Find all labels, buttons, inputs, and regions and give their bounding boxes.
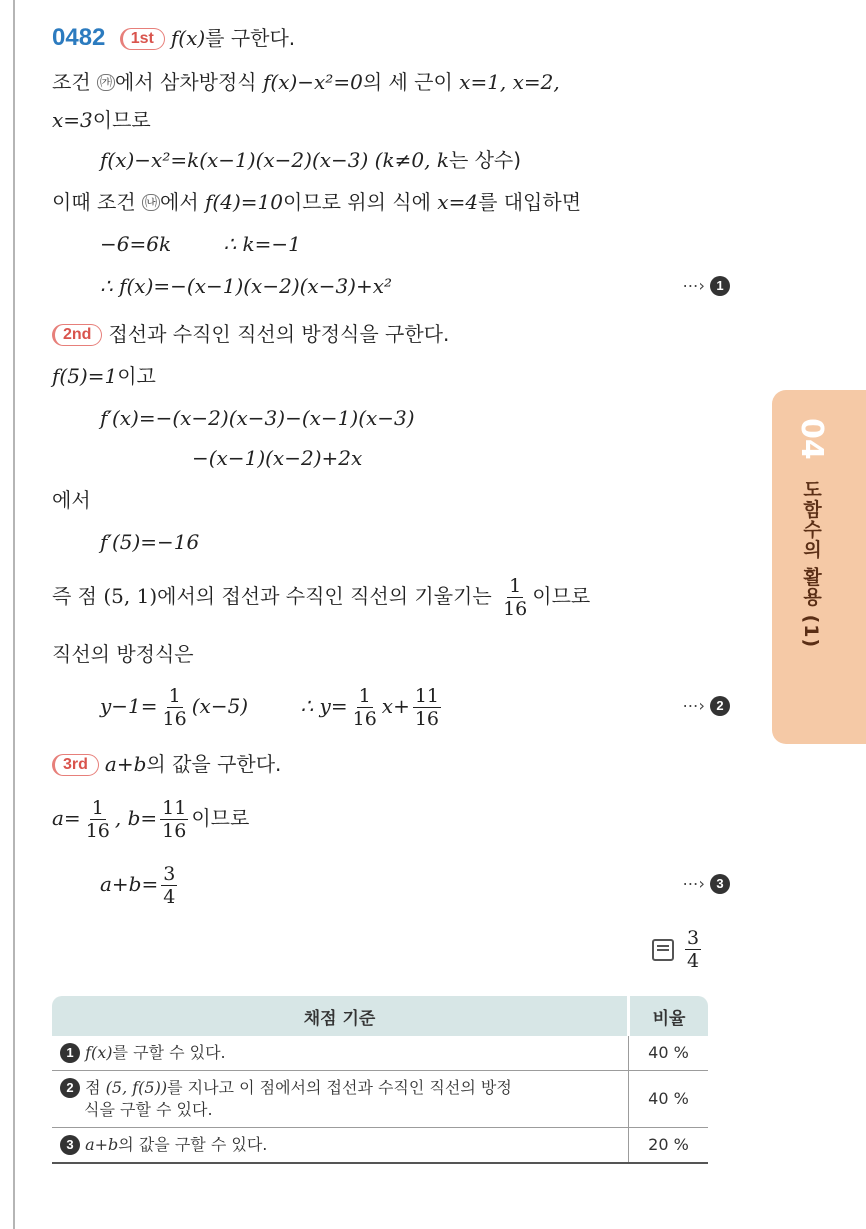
line-5	[100, 230, 301, 258]
marker-2-dots: ⋯›	[682, 696, 705, 715]
frac-num: 3	[163, 863, 176, 885]
side-tab	[772, 390, 866, 744]
line-15	[100, 678, 732, 734]
l5-eq: −6=6k	[100, 232, 172, 256]
grading-header-criteria: 채점 기준	[52, 996, 629, 1036]
grading-badge: 1	[60, 1043, 80, 1063]
page-margin-line	[13, 0, 15, 1229]
grading-criteria	[52, 1071, 629, 1128]
l13-point: (5, 1)	[103, 584, 158, 608]
grading-header-ratio: 비율	[629, 996, 709, 1036]
l15-therefore: ∴ y=	[300, 694, 348, 718]
l18-frac	[161, 863, 177, 908]
l14-text: 직선의 방정식은	[52, 642, 194, 666]
grading-row	[52, 1036, 708, 1071]
step-2-title: 접선과 수직인 직선의 방정식을 구한다.	[108, 322, 450, 346]
step-2-header	[52, 320, 449, 348]
l4-eq1: f(4)=10	[205, 190, 283, 214]
l12-eq: f′(5)=−16	[100, 530, 200, 554]
l3-eq: f(x)−x²=k(x−1)(x−2)(x−3) (k≠0,	[100, 148, 431, 172]
l15-frac-3	[413, 685, 441, 730]
marker-3-dots: ⋯›	[682, 874, 705, 893]
l15-pre: y−1=	[100, 694, 158, 718]
grading-ratio: 20 %	[629, 1128, 709, 1164]
line-1	[52, 68, 560, 96]
marker-1-badge: 1	[710, 276, 730, 296]
grading-badge: 3	[60, 1135, 80, 1155]
frac-num: 1	[509, 575, 522, 597]
l13-post: 이므로	[532, 584, 591, 608]
condition-na: ㈏	[142, 194, 160, 211]
l17-a: a=	[52, 806, 81, 830]
grading-text: 의 값을 구할 수 있다.	[118, 1135, 268, 1154]
frac-den: 16	[162, 820, 187, 842]
frac-den: 4	[163, 886, 176, 908]
line-18	[100, 856, 732, 912]
grading-header-row	[52, 996, 708, 1036]
l15-mid2: x+	[381, 694, 410, 718]
marker-3-badge: 3	[710, 874, 730, 894]
l1-eq: f(x)−x²=0	[262, 70, 363, 94]
line-11	[52, 486, 91, 514]
l5-therefore: ∴ k=−1	[223, 232, 301, 256]
l15-frac-1	[161, 685, 189, 730]
grading-point: (5, f(5))	[105, 1078, 168, 1097]
marker-1-dots: ⋯›	[682, 276, 705, 295]
marker-2-badge: 2	[710, 696, 730, 716]
line-17	[52, 790, 249, 846]
grading-criteria	[52, 1036, 629, 1071]
l1-mid: 에서 삼차방정식	[115, 70, 257, 94]
line-3	[100, 146, 521, 174]
l2-eq: x=3	[52, 108, 93, 132]
grading-table	[52, 996, 708, 1164]
frac-num: 1	[168, 685, 181, 707]
l3-post: 는 상수)	[448, 148, 522, 172]
l8-eq: f(5)=1	[52, 364, 118, 388]
step-1-tag: 1st	[120, 28, 165, 50]
frac-den: 16	[414, 708, 440, 730]
l13-mid: 에서의 접선과 수직인 직선의 기울기는	[157, 584, 492, 608]
answer	[652, 920, 704, 976]
l15-mid: (x−5)	[191, 694, 249, 718]
frac-num: 11	[414, 685, 440, 707]
l4-mid: 에서	[160, 190, 199, 214]
l1-pre: 조건	[52, 70, 91, 94]
l10-eq: −(x−1)(x−2)+2x	[192, 446, 363, 470]
l8-post: 이고	[117, 364, 156, 388]
line-14	[52, 640, 194, 668]
l15-frac-2	[351, 685, 379, 730]
frac-den: 16	[162, 708, 187, 730]
step-1-title: 를 구한다.	[205, 26, 296, 50]
answer-den: 4	[687, 950, 700, 972]
step-3-ab: a+b	[104, 752, 147, 776]
step-3-header	[52, 750, 281, 778]
grading-text: 를 지나고 이 점에서의 접선과 수직인 직선의 방정	[167, 1078, 512, 1097]
marker-1	[683, 272, 731, 300]
l17-frac-2	[160, 797, 188, 842]
frac-num: 1	[358, 685, 371, 707]
answer-icon	[652, 939, 674, 961]
l6-eq: ∴ f(x)=−(x−1)(x−2)(x−3)+x²	[100, 274, 393, 298]
l3-k: k	[436, 148, 449, 172]
grading-pre: 점	[85, 1078, 101, 1097]
fraction-1-16	[501, 575, 529, 620]
grading-criteria	[52, 1128, 629, 1164]
l4-post: 를 대입하면	[478, 190, 582, 214]
l4-pre: 이때 조건	[52, 190, 136, 214]
frac-num: 1	[91, 797, 104, 819]
answer-num: 3	[687, 927, 700, 949]
side-tab-text	[794, 418, 829, 648]
l13-pre: 즉 점	[52, 584, 97, 608]
line-10	[192, 444, 362, 472]
grading-row	[52, 1071, 708, 1128]
answer-fraction	[685, 927, 701, 972]
l17-b: , b=	[114, 806, 158, 830]
marker-3	[683, 856, 731, 912]
grading-badge: 2	[60, 1078, 80, 1098]
line-4	[52, 188, 581, 216]
condition-ga: ㈎	[97, 74, 115, 91]
line-13	[52, 568, 590, 624]
grading-ratio: 40 %	[629, 1071, 709, 1128]
l4-mid2: 이므로 위의 식에	[282, 190, 431, 214]
line-12	[100, 528, 199, 556]
l1-roots: x=1, x=2,	[459, 70, 560, 94]
l17-post: 이므로	[191, 806, 250, 830]
l4-eq2: x=4	[437, 190, 479, 214]
line-2	[52, 106, 151, 134]
grading-row	[52, 1128, 708, 1164]
frac-num: 11	[162, 797, 187, 819]
l9-eq: f′(x)=−(x−2)(x−3)−(x−1)(x−3)	[100, 406, 415, 430]
line-6	[100, 272, 732, 300]
grading-ab: a+b	[85, 1135, 119, 1154]
frac-den: 16	[503, 598, 528, 620]
l11-text: 에서	[52, 488, 91, 512]
chapter-number: 04	[794, 418, 829, 460]
line-9	[100, 404, 415, 432]
step-2-tag: 2nd	[52, 324, 102, 346]
chapter-title: 도함수의 활용 (1)	[800, 479, 822, 649]
frac-den: 16	[85, 820, 110, 842]
step-1-header	[52, 24, 295, 52]
frac-den: 16	[352, 708, 377, 730]
grading-fx: f(x)	[85, 1043, 113, 1062]
line-8	[52, 362, 156, 390]
l2-post: 이므로	[92, 108, 151, 132]
marker-2	[683, 678, 731, 734]
l18-pre: a+b=	[100, 872, 159, 896]
l1-post: 의 세 근이	[362, 70, 453, 94]
grading-text: 를 구할 수 있다.	[112, 1043, 226, 1062]
step-3-title: 의 값을 구한다.	[146, 752, 282, 776]
problem-number: 0482	[52, 24, 106, 51]
grading-ratio: 40 %	[629, 1036, 709, 1071]
l17-frac-1	[84, 797, 112, 842]
step-1-fx: f(x)	[170, 26, 206, 50]
step-3-tag: 3rd	[52, 754, 99, 776]
grading-text-2: 식을 구할 수 있다.	[84, 1100, 213, 1119]
